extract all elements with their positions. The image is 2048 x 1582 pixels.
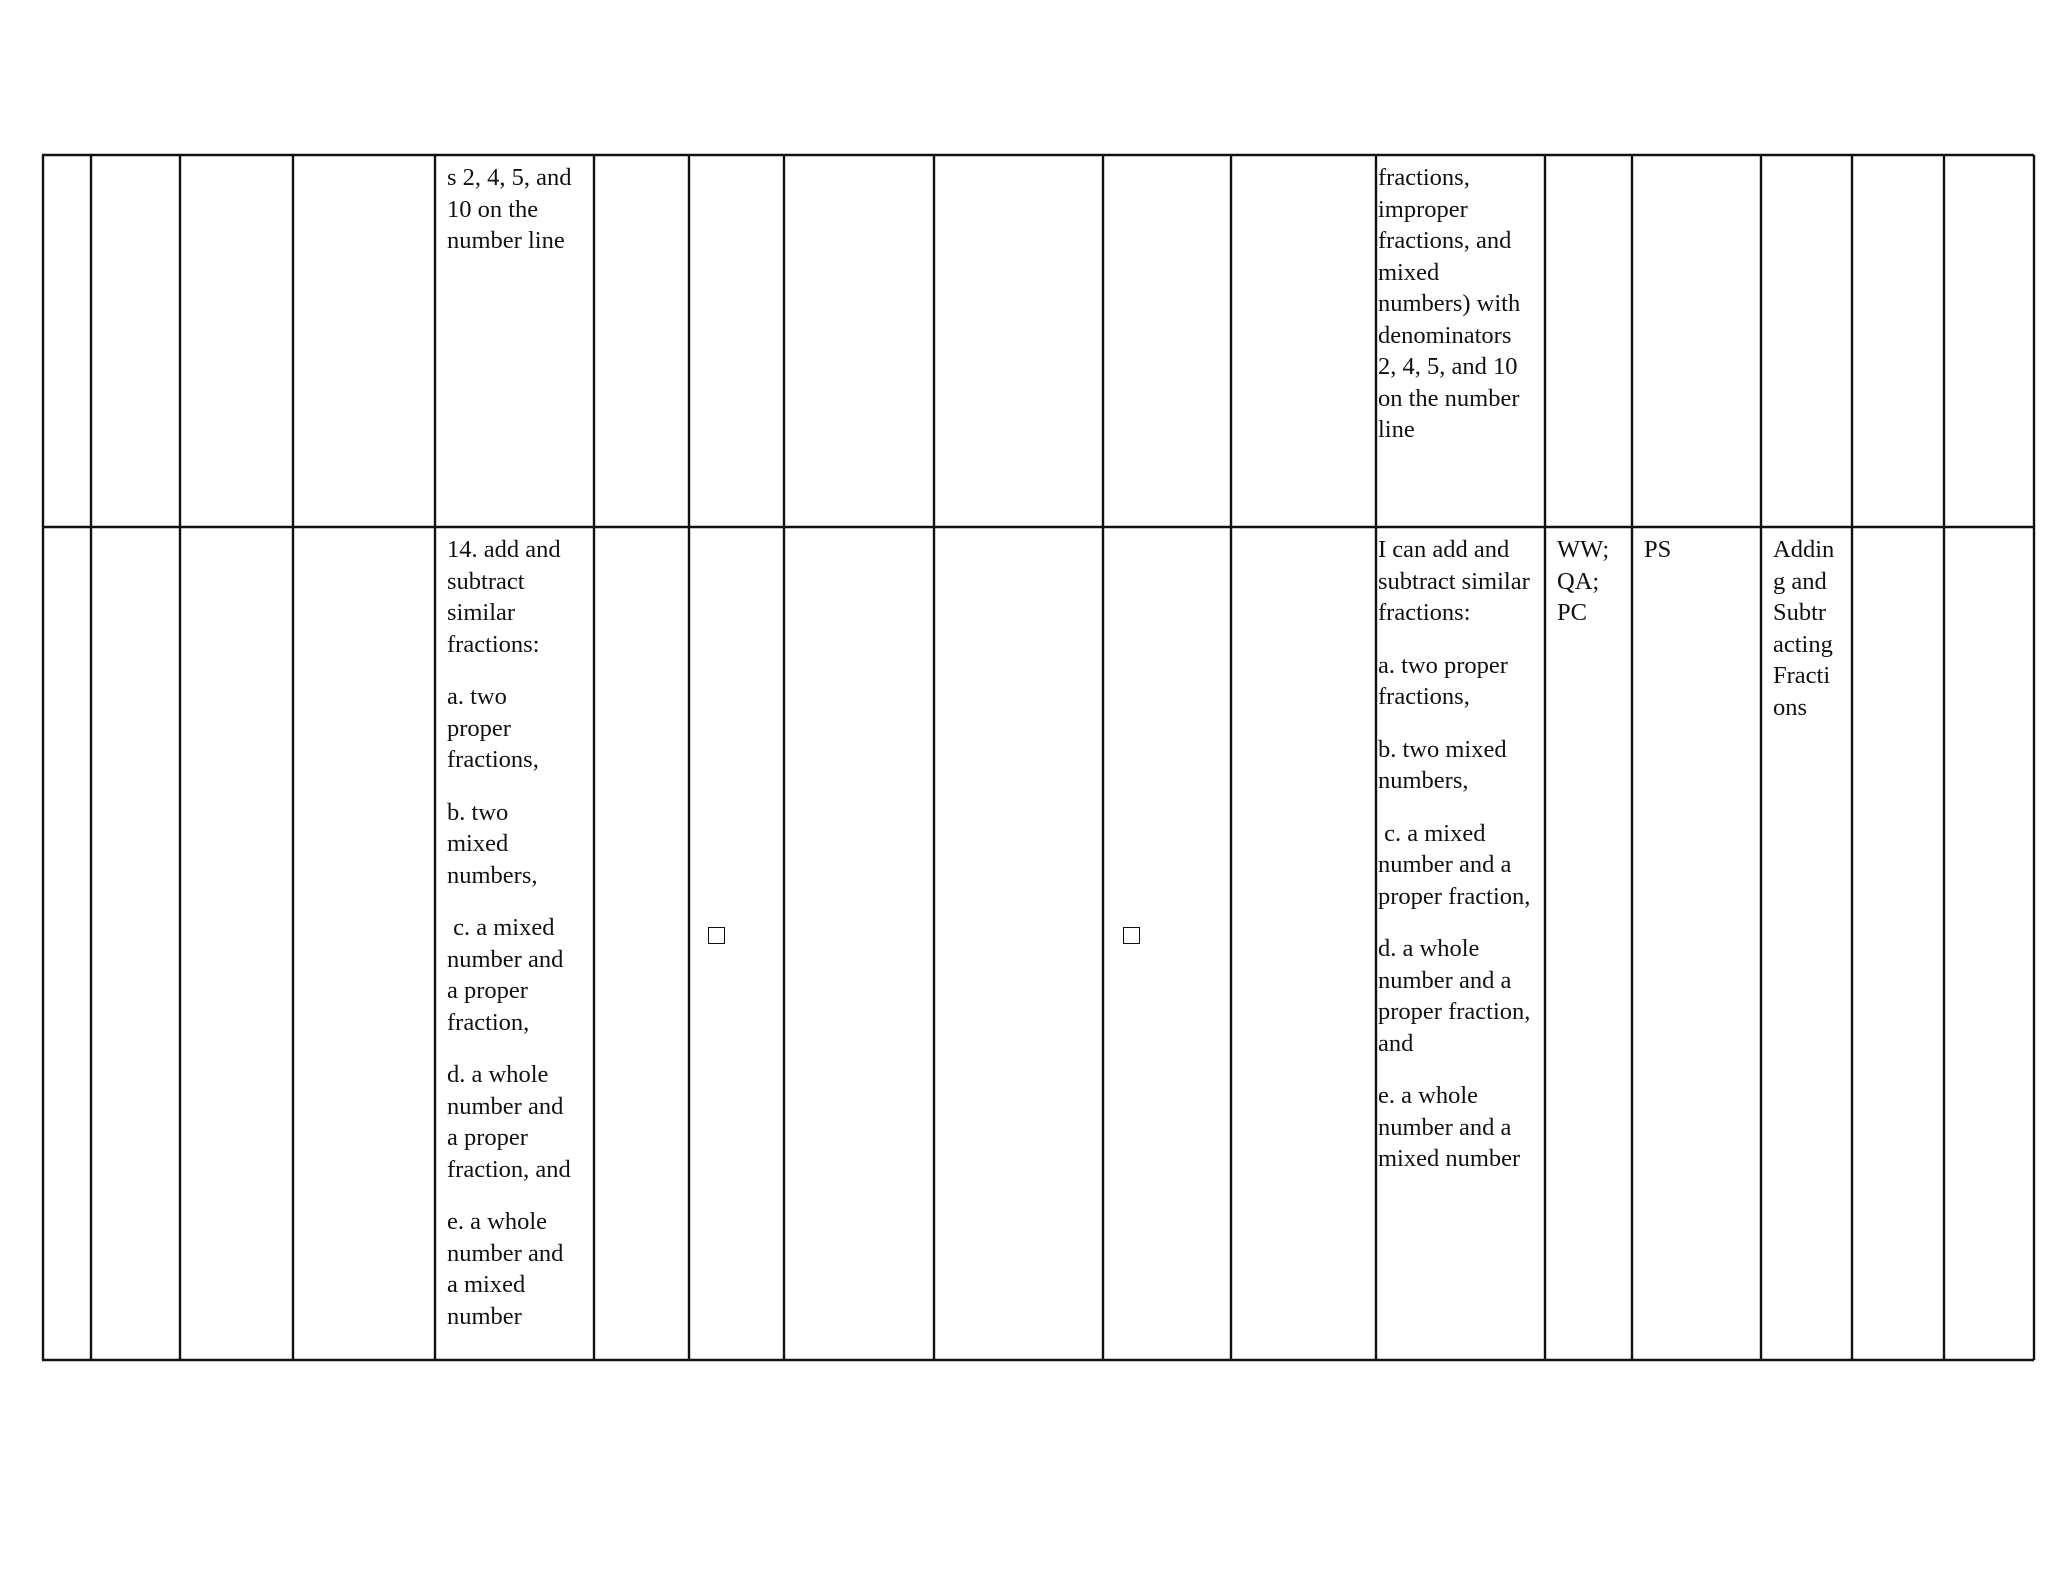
text-line: fractions, and [1378, 227, 1512, 254]
text-line: Fracti [1773, 662, 1831, 689]
text-line: a proper [447, 1124, 528, 1151]
text-line: c. a mixed [1378, 819, 1486, 847]
text-line: b. two mixed [1378, 735, 1507, 763]
text-line: WW; [1557, 536, 1610, 563]
row2-skill-cell [1644, 534, 1671, 566]
row2-topic-cell [1773, 534, 1834, 723]
text-line: b. two [447, 798, 509, 826]
text-line: proper fraction, [1378, 998, 1531, 1025]
text-line: number and [447, 945, 564, 973]
competency-item-b [447, 797, 571, 892]
competency-item-e [447, 1206, 571, 1332]
text-line: denominators [1378, 321, 1512, 349]
text-line: fractions: [447, 630, 540, 658]
text-line: d. a whole [1378, 935, 1480, 962]
text-line: 14. add and [447, 536, 561, 563]
text-line: numbers) with [1378, 290, 1521, 317]
text-line: similar [447, 599, 516, 626]
competency-stem [447, 534, 571, 660]
text-line: a mixed [447, 1271, 526, 1298]
row1-competency-cell [447, 162, 572, 257]
text-line: number and [447, 1239, 564, 1267]
text-line: proper [447, 714, 511, 742]
text-line: number and a [1378, 851, 1512, 878]
text-line: fraction, and [447, 1155, 571, 1183]
text-line: fractions: [1378, 599, 1471, 626]
text-line: subtract [447, 567, 525, 595]
text-line: fraction, [447, 1008, 530, 1036]
text-line: mixed [1378, 258, 1440, 286]
row2-competency-cell [447, 534, 571, 1332]
text-line: Addin [1773, 536, 1835, 563]
text-line: mixed [447, 830, 509, 857]
text-line: g and [1773, 567, 1827, 595]
text-line: QA; [1557, 567, 1600, 595]
row1-learning-target-cell [1378, 162, 1520, 446]
text-line: mixed number [1378, 1145, 1521, 1172]
text-line: on the number [1378, 384, 1520, 412]
text-line: e. a whole [1378, 1082, 1478, 1109]
text-line: proper fraction, [1378, 882, 1531, 910]
text-line: number and a [1378, 966, 1512, 994]
target-item-e [1378, 1080, 1530, 1175]
text-line: numbers, [1378, 767, 1469, 794]
text-line: acting [1773, 630, 1833, 658]
text-line: 2, 4, 5, and 10 [1378, 353, 1518, 380]
text-line: a. two proper [1378, 651, 1508, 679]
text-line: Subtr [1773, 599, 1827, 626]
text-line: fractions, [447, 746, 539, 773]
target-item-a [1378, 650, 1530, 713]
text-line: number line [447, 227, 565, 254]
competency-item-a [447, 681, 571, 776]
text-line: improper [1378, 195, 1468, 223]
row2-assessment-cell [1557, 534, 1609, 629]
text-line: fractions, [1378, 164, 1470, 191]
text-line: s 2, 4, 5, and [447, 164, 572, 191]
text-line: line [1378, 416, 1415, 443]
text-line: d. a whole [447, 1061, 549, 1088]
competency-item-c [447, 912, 571, 1038]
target-item-d [1378, 933, 1530, 1059]
text-line: 10 on the [447, 195, 539, 223]
text-line: a. two [447, 683, 507, 710]
text-line: number [447, 1302, 522, 1330]
text-line: and [1378, 1029, 1414, 1057]
checkbox-icon[interactable] [708, 927, 725, 944]
text-line: number and a [1378, 1113, 1512, 1141]
text-line: PS [1644, 536, 1672, 563]
text-line: fractions, [1378, 683, 1470, 710]
text-line: e. a whole [447, 1208, 547, 1235]
target-item-b [1378, 734, 1530, 797]
text-line: I can add and [1378, 536, 1510, 563]
text-line: numbers, [447, 861, 538, 889]
competency-item-d [447, 1059, 571, 1185]
target-item-c [1378, 818, 1530, 913]
checkbox-icon[interactable] [1123, 927, 1140, 944]
text-line: a proper [447, 977, 528, 1004]
text-line: ons [1773, 693, 1808, 721]
text-line: subtract similar [1378, 567, 1530, 595]
text-line: number and [447, 1092, 564, 1120]
text-line: PC [1557, 599, 1587, 626]
row2-learning-target-cell [1378, 534, 1530, 1175]
text-line: c. a mixed [447, 914, 555, 941]
target-stem [1378, 534, 1530, 629]
